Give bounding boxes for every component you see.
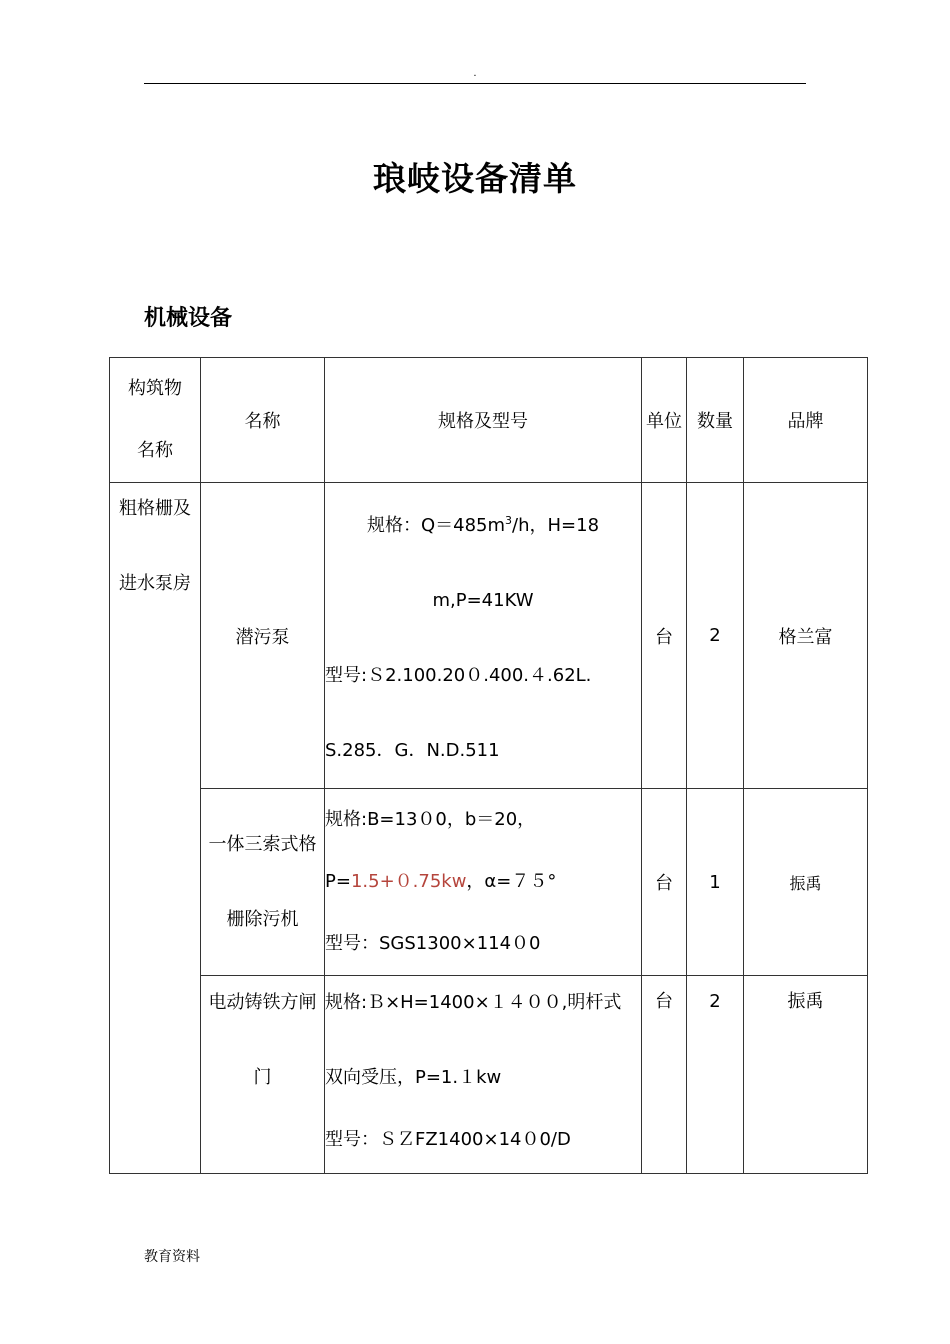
spec-line: 双向受压，P=1.１kw <box>325 1067 502 1088</box>
equipment-spec <box>325 976 642 1174</box>
header-dot: . <box>473 68 477 79</box>
equipment-name: 一体三索式格 栅除污机 <box>201 789 325 976</box>
table-header-row <box>110 358 868 483</box>
header-structure <box>110 358 201 483</box>
equipment-name: 潜污泵 <box>201 483 325 789</box>
table-row <box>110 976 868 1174</box>
spec-line: 型号：SGS1300×114０0 <box>325 933 541 954</box>
equipment-qty: 1 <box>687 789 744 976</box>
table-row <box>110 789 868 976</box>
equipment-brand: 振禹 <box>744 789 868 976</box>
table-row <box>110 483 868 789</box>
equipment-table <box>109 357 868 1174</box>
spec-line: 规格：$Q=485m^3/h$，H=18 <box>366 514 600 536</box>
equipment-qty: 2 <box>687 483 744 789</box>
header-rule <box>144 83 806 84</box>
spec-line: S.285．G．N.D.511 <box>325 740 500 761</box>
structure-line2: 进水泵房 <box>119 573 191 594</box>
structure-line1: 粗格栅及 <box>119 498 191 519</box>
header-structure-line2: 名称 <box>137 440 173 461</box>
header-structure-line1: 构筑物 <box>128 378 182 399</box>
spec-line: P=1.5+０.75kw，α=７５° <box>325 871 557 892</box>
document-title: 琅岐设备清单 <box>373 159 577 198</box>
section-heading: 机械设备 <box>144 306 233 331</box>
equipment-brand: 振禹 <box>744 976 868 1174</box>
spec-line: 型号：ＳＺFZ1400×14０0/D <box>325 1129 571 1150</box>
equipment-qty: 2 <box>687 976 744 1174</box>
equipment-spec <box>325 789 642 976</box>
equipment-unit: 台 <box>642 483 687 789</box>
equipment-spec <box>325 483 642 789</box>
header-spec: 规格及型号 <box>325 358 642 483</box>
spec-line: 规格:Ｂ×H=1400×１４００,明杆式 <box>325 992 622 1013</box>
spec-line: m,P=41KW <box>432 590 534 611</box>
equipment-unit: 台 <box>642 789 687 976</box>
header-brand: 品牌 <box>744 358 868 483</box>
spec-line: 规格:B=13０0，b＝20， <box>325 809 536 830</box>
equipment-brand: 格兰富 <box>744 483 868 789</box>
footer-text: 教育资料 <box>144 1249 200 1265</box>
header-qty: 数量 <box>687 358 744 483</box>
header-unit: 单位 <box>642 358 687 483</box>
equipment-unit: 台 <box>642 976 687 1174</box>
equipment-name: 电动铸铁方闸 门 <box>201 976 325 1174</box>
structure-cell <box>110 483 201 1174</box>
spec-line: 型号:Ｓ2.100.20０.400.４.62L. <box>325 665 592 686</box>
header-name: 名称 <box>201 358 325 483</box>
